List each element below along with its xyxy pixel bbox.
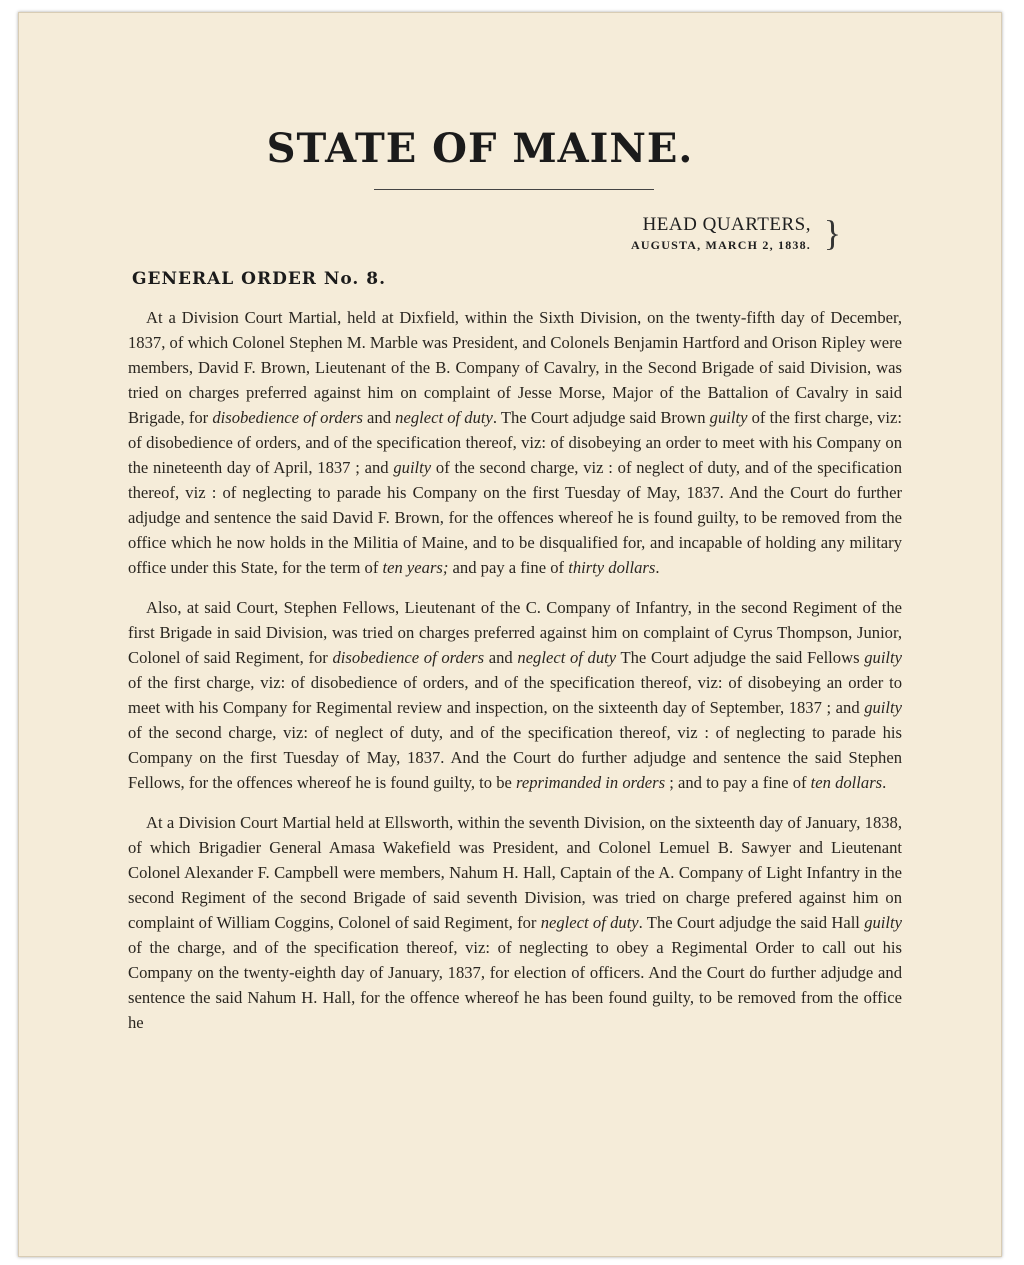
text-run: and <box>484 648 518 667</box>
text-run: and <box>362 408 396 427</box>
headquarters-block <box>631 214 811 254</box>
italic-run: neglect of duty <box>395 408 493 427</box>
brace-icon: } <box>823 213 841 253</box>
text-run: of the first charge, viz: of disobedience of orders, and of the specification thereof, viz: of disobeying an order to meet with his Company for Regimental review and inspection, on the sixteenth day of September, 1837 ; and <box>128 673 902 717</box>
italic-run: thirty dollars <box>568 558 656 577</box>
italic-run: guilty <box>709 408 748 427</box>
text-run: At a Division Court Martial held at Ellsworth, within the seventh Division, on the sixteenth day of January, 1838, of which Brigadier General Amasa Wakefield was President, and Colonel Lemuel B. Sawyer and Lieutenant Colonel Alexander F. Campbell were members, Nahum H. Hall, Captain of the A. Company of Light Infantry in the second Regiment of the second Brigade of said seventh Division, was tried on charge prefered against him on complaint of William Coggins, Colonel of said Regiment, for <box>128 813 902 932</box>
text-run: . The Court adjudge said Brown <box>492 408 710 427</box>
text-run: At a Division Court Martial, held at Dixfield, within the Sixth Division, on the twenty-fifth day of December, 1837, of which Colonel Stephen M. Marble was President, and Colonels Benjamin Hartford and Orison Ripley were members, David F. Brown, Lieutenant of the B. Company of Cavalry, in the Second Brigade of said Division, was tried on charges preferred against him on complaint of Jesse Morse, Major of the Battalion of Cavalry in said Brigade, for <box>128 308 902 427</box>
dateline: AUGUSTA, MARCH 2, 1838. <box>630 238 811 252</box>
italic-run: guilty <box>864 913 902 932</box>
text-run: of the second charge, viz: of neglect of duty, and of the specification thereof, viz : of neglecting to parade his Company on the first Tuesday of May, 1837. And the Court do further adjudge and sentence the said Stephen Fellows, for the offences whereof he is found guilty, to be <box>128 723 902 792</box>
text-run: of the first charge, viz: of disobedience of orders, and of the specification thereof, viz: of disobeying an order to meet with his Company on the nineteenth day of April, 1837 ; and <box>128 408 903 477</box>
text-run: . The Court adjudge the said Hall <box>638 913 865 932</box>
document-title: STATE OF MAINE. <box>266 125 694 172</box>
text-run: ; and to pay a fine of <box>665 773 811 792</box>
document-page <box>18 12 1002 1257</box>
text-run: . <box>882 773 887 792</box>
italic-run: ten dollars <box>810 773 883 792</box>
text-run: of the charge, and of the specification thereof, viz: of neglecting to obey a Regimental Order to call out his Company on the twenty-eighth day of January, 1837, for election of officers. And the Court do further adjudge and sentence the said Nahum H. Hall, for the offence whereof he has been found guilty, to be removed from the office he <box>128 938 902 1032</box>
italic-run: ten years; <box>382 558 449 577</box>
italic-run: guilty <box>393 458 432 477</box>
general-order-heading: GENERAL ORDER No. 8. <box>132 269 387 289</box>
italic-run: guilty <box>864 648 903 667</box>
italic-run: reprimanded in orders <box>516 773 666 792</box>
paragraph-1 <box>128 305 902 580</box>
italic-run: neglect of duty <box>540 913 639 932</box>
headquarters-line: HEAD QUARTERS, <box>642 214 811 235</box>
paragraph-3 <box>128 810 902 1035</box>
text-run: Also, at said Court, Stephen Fellows, Lieutenant of the C. Company of Infantry, in the second Regiment of the first Brigade in said Division, was tried on charges preferred against him on complaint of Cyrus Thompson, Junior, Colonel of said Regiment, for <box>128 598 902 667</box>
text-run: of the second charge, viz : of neglect of duty, and of the specification thereof, viz : of neglecting to parade his Company on the first Tuesday of May, 1837. And the Court do further adjudge and sentence the said David F. Brown, for the offences whereof he is found guilty, to be removed from the office which he now holds in the Militia of Maine, and to be disqualified for, and incapable of holding any military office under this State, for the term of <box>128 458 902 577</box>
italic-run: guilty <box>864 698 902 717</box>
text-run: The Court adjudge the said Fellows <box>616 648 865 667</box>
paragraph-2 <box>128 595 902 795</box>
italic-run: disobedience of orders <box>212 408 363 427</box>
order-body <box>128 305 902 1050</box>
italic-run: disobedience of orders <box>332 648 485 667</box>
italic-run: neglect of duty <box>517 648 617 667</box>
text-run: . <box>655 558 660 577</box>
title-divider <box>374 189 654 190</box>
text-run: and pay a fine of <box>448 558 569 577</box>
